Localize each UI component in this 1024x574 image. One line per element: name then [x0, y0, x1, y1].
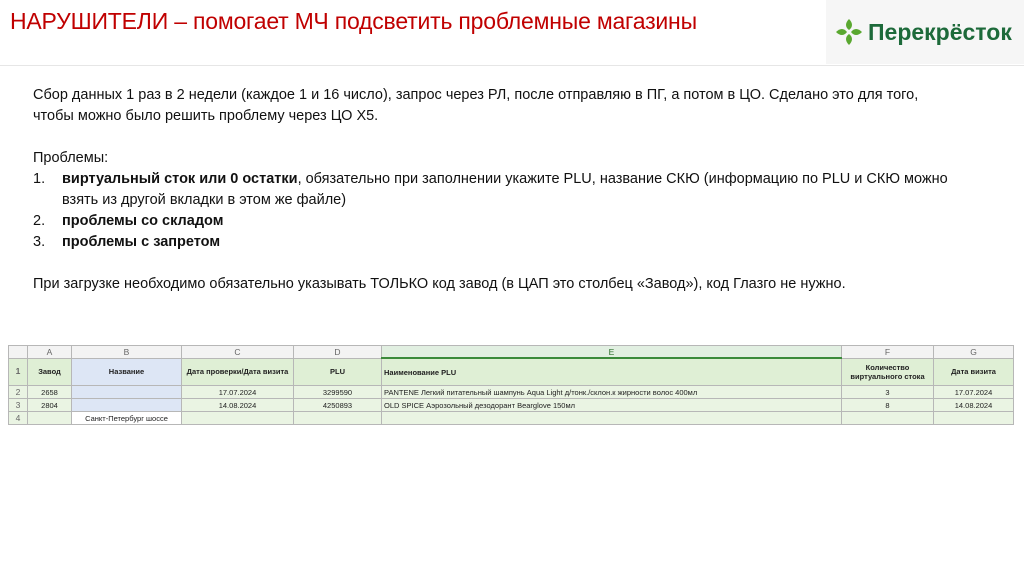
column-letter: C: [182, 346, 294, 359]
row-number: 4: [9, 412, 28, 425]
note-paragraph: При загрузке необходимо обязательно указывать ТОЛЬКО код завод (в ЦАП это столбец «Завод»), код Глазго не нужно.: [33, 276, 846, 292]
table-cell: [294, 412, 382, 425]
row-number: 3: [9, 399, 28, 412]
column-header: Завод: [28, 358, 72, 386]
list-number: 3.: [33, 234, 46, 250]
list-item-bold: виртуальный сток или 0 остатки: [62, 171, 298, 187]
table-cell: 14.08.2024: [934, 399, 1014, 412]
perekrestok-logo: [826, 0, 1024, 64]
table-cell: 2804: [28, 399, 72, 412]
column-header: Наименование PLU: [382, 358, 842, 386]
table-cell: [934, 412, 1014, 425]
slide-title: НАРУШИТЕЛИ – помогает МЧ подсветить проблемные магазины: [10, 8, 697, 34]
column-letters-row: [9, 346, 1014, 359]
column-letter: F: [842, 346, 934, 359]
column-header: Количество виртуального стока: [842, 358, 934, 386]
list-item: [33, 169, 963, 211]
table-cell: 17.07.2024: [934, 386, 1014, 399]
list-item-bold: проблемы со складом: [62, 213, 224, 229]
column-letter: G: [934, 346, 1014, 359]
table-cell: [28, 412, 72, 425]
table-cell: 14.08.2024: [182, 399, 294, 412]
table-cell: 8: [842, 399, 934, 412]
logo-text: Перекрёсток: [868, 18, 1012, 45]
column-letter: B: [72, 346, 182, 359]
table-cell: [182, 412, 294, 425]
perekrestok-leaf-icon: [834, 17, 864, 47]
table-cell: 3299590: [294, 386, 382, 399]
column-letter: A: [28, 346, 72, 359]
list-number: 1.: [33, 171, 46, 187]
table-cell: [842, 412, 934, 425]
spreadsheet-screenshot: [8, 345, 1014, 423]
intro-paragraph: Сбор данных 1 раз в 2 недели (каждое 1 и 16 число), запрос через РЛ, после отправляю в ПГ, а потом в ЦО. Сделано это для того, чтобы можно было решить проблему через ЦО Х5.: [33, 87, 919, 124]
table-header-row: [9, 358, 1014, 386]
problems-heading: Проблемы:: [33, 150, 109, 166]
table-row: [9, 399, 1014, 412]
table-cell: 2658: [28, 386, 72, 399]
table-cell: PANTENE Легкий питательный шампунь Aqua Light д/тонк./склон.к жирности волос 400мл: [382, 386, 842, 399]
column-header: PLU: [294, 358, 382, 386]
table-cell: [72, 399, 182, 412]
table-cell: 17.07.2024: [182, 386, 294, 399]
row-number: 1: [9, 358, 28, 386]
column-letter: D: [294, 346, 382, 359]
list-item-text: , обязательно при заполнении укажите PLU, название СКЮ (информацию по PLU и СКЮ можно взять из другой вкладки в этом же файле): [62, 171, 948, 208]
list-number: 2.: [33, 213, 46, 229]
header-divider: [0, 65, 1024, 66]
row-number: 2: [9, 386, 28, 399]
table-cell: Санкт-Петербург шоссе: [72, 412, 182, 425]
corner-cell: [9, 346, 28, 359]
table-cell: 4250893: [294, 399, 382, 412]
list-item-bold: проблемы с запретом: [62, 234, 221, 250]
column-letter: E: [382, 346, 842, 359]
column-header: Название: [72, 358, 182, 386]
table-cell: 3: [842, 386, 934, 399]
table-cell: [382, 412, 842, 425]
problems-list: [33, 169, 963, 253]
table-cell: [72, 386, 182, 399]
column-header: Дата проверки/Дата визита: [182, 358, 294, 386]
table-row: [9, 412, 1014, 425]
column-header: Дата визита: [934, 358, 1014, 386]
table-cell: OLD SPICE Аэрозольный дезодорант Bearglove 150мл: [382, 399, 842, 412]
list-item: [33, 232, 963, 253]
table-row: [9, 386, 1014, 399]
slide-body: [33, 85, 963, 295]
list-item: [33, 211, 963, 232]
